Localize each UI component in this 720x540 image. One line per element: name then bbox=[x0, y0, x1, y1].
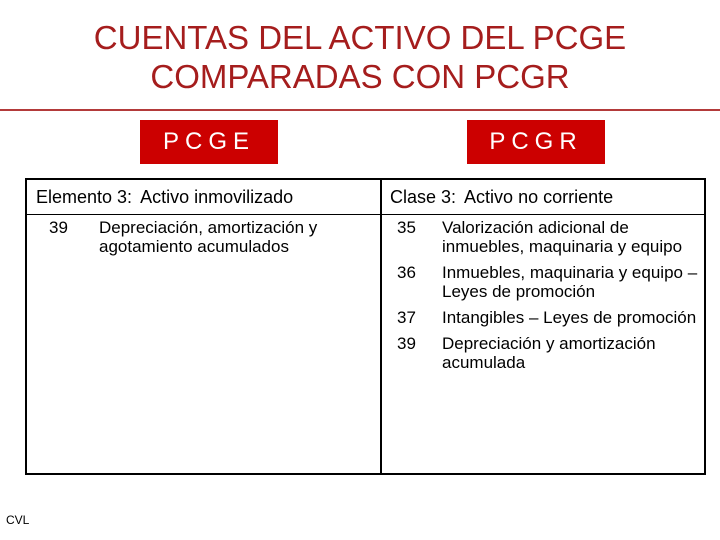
left-header-value: Activo inmovilizado bbox=[140, 186, 294, 207]
account-code: 39 bbox=[49, 218, 68, 237]
pcgr-label: PCGR bbox=[489, 128, 583, 155]
right-column-header bbox=[382, 180, 704, 214]
account-row bbox=[389, 218, 701, 256]
account-row bbox=[389, 308, 701, 327]
right-header-value: Activo no corriente bbox=[464, 186, 614, 207]
account-name: Valorización adicional de inmuebles, maquinaria y equipo bbox=[442, 218, 683, 256]
pcge-label: PCGE bbox=[162, 128, 255, 155]
header-divider bbox=[27, 214, 704, 215]
account-code: 36 bbox=[397, 263, 416, 282]
slide-title bbox=[0, 18, 720, 96]
account-code: 37 bbox=[397, 308, 416, 327]
account-name: Depreciación, amortización y agotamiento acumulados bbox=[99, 218, 318, 256]
account-code: 35 bbox=[397, 218, 416, 237]
account-name: Inmuebles, maquinaria y equipo – Leyes de promoción bbox=[442, 263, 698, 301]
footer-initials: CVL bbox=[6, 513, 30, 527]
account-name: Depreciación y amortización acumulada bbox=[442, 334, 656, 372]
account-name: Intangibles – Leyes de promoción bbox=[442, 308, 697, 327]
title-line-1: CUENTAS DEL ACTIVO DEL PCGE bbox=[93, 19, 627, 56]
left-column-rows bbox=[33, 218, 377, 263]
column-divider bbox=[380, 180, 382, 473]
title-line-2: COMPARADAS CON PCGR bbox=[150, 58, 570, 95]
pcgr-label-box bbox=[467, 120, 605, 164]
right-header-key: Clase 3: bbox=[390, 186, 457, 207]
account-row bbox=[389, 263, 701, 301]
account-code: 39 bbox=[397, 334, 416, 353]
left-header-key: Elemento 3: bbox=[36, 186, 133, 207]
pcge-label-box bbox=[140, 120, 278, 164]
account-row bbox=[389, 334, 701, 372]
account-row bbox=[33, 218, 377, 256]
left-column-header bbox=[27, 180, 380, 214]
right-column-rows bbox=[389, 218, 701, 379]
title-divider bbox=[0, 109, 720, 111]
comparison-table bbox=[25, 178, 706, 475]
